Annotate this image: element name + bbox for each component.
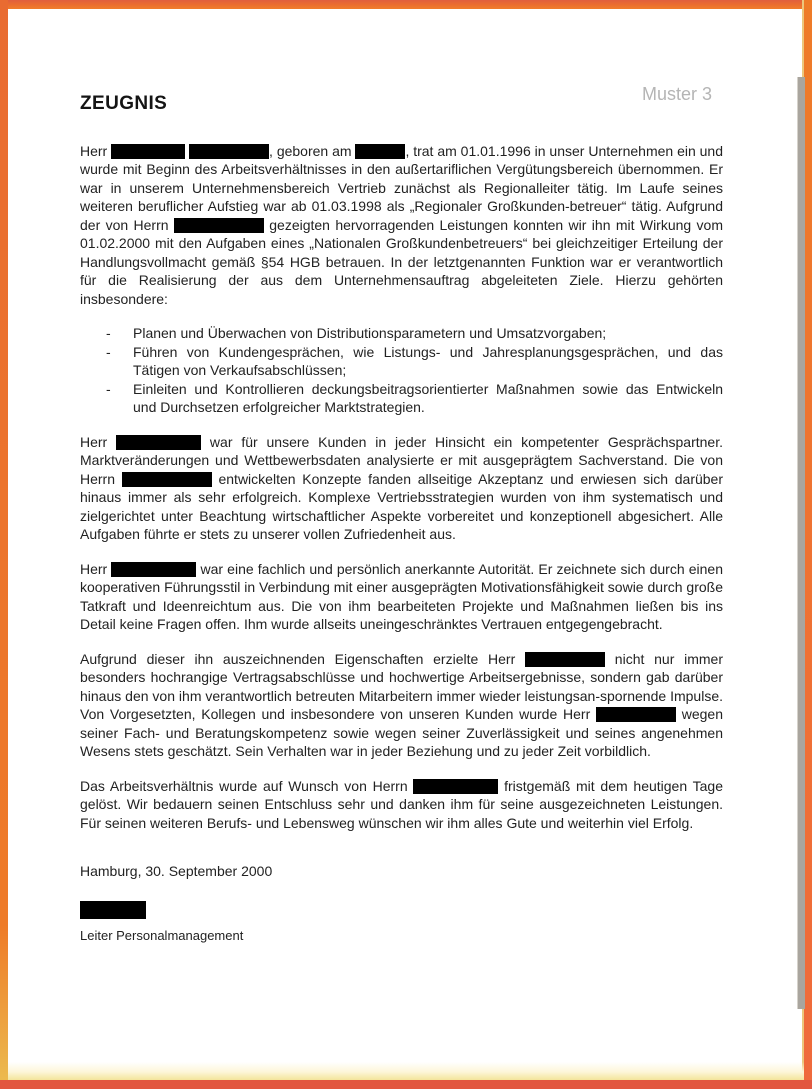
watermark: Muster 3 xyxy=(641,84,712,104)
redaction-bar xyxy=(174,218,264,233)
frame-border-left xyxy=(0,0,8,1089)
paragraph: Herr , geboren am , trat am 01.01.1996 in unser Unternehmen ein und wurde mit Beginn des Arbeitsverhältnisses in den außertariflichen Vergütungsbereich übernommen. Er war in unserem Unternehmensbereich Vertrieb zunächst als Regionalleiter tätig. Im Laufe seines weiteren beruflicher Aufstieg war ab 01.03.1998 als „Regionaler Großkunden-betreuer“ tätig. Aufgrund der von Herrn gezeigten hervorragenden Leistungen konnten wir ihn mit Wirkung vom 01.02.2000 mit den Aufgaben eines „Nationalen Großkundenbetreuers“ bei gleichzeitiger Erteilung der Handlungsvollmacht gemäß §54 HGB betrauen. In der letztgenannten Funktion war er verantwortlich für die Realisierung der aus dem Unternehmensauftrag abgeleiteten Ziele. Hierzu gehörten insbesondere: xyxy=(80,142,724,307)
duty-item-text: Planen und Überwachen von Distributionsparametern und Umsatzvorgaben; xyxy=(133,325,607,341)
redaction-bar xyxy=(122,472,212,487)
duties-list xyxy=(80,324,723,417)
redaction-bar xyxy=(355,144,405,159)
list-marker-icon: - xyxy=(106,380,111,397)
redaction-bar xyxy=(111,562,196,577)
paragraph: Herr war für unsere Kunden in jeder Hinsicht ein kompetenter Gesprächspartner. Marktveränderungen und Wettbewerbsdaten analysierte er mit ausgeprägtem Sachverstand. Die von Herrn entwickelten Konzepte fanden allseitige Akzeptanz und erwiesen sich darüber hinaus immer als sehr erfolgreich. Komplexe Vertriebsstrategien wurden von ihm systematisch und zielgerichtet unter Beachtung wirtschaftlicher Aspekte vorbereitet und konzeptionell abgesichert. Alle Aufgaben führte er stets zu unserer vollen Zufriedenheit aus. xyxy=(80,433,723,542)
duty-item-text: Einleiten und Kontrollieren deckungsbeitragsorientierter Maßnahmen sowie das Entwickeln und Durchsetzen erfolgreicher Marktstrategien. xyxy=(133,380,723,415)
place-date-line: Hamburg, 30. September 2000 xyxy=(80,863,273,879)
redaction-bar xyxy=(596,707,676,722)
page-title: ZEUGNIS xyxy=(80,93,168,114)
duty-item xyxy=(80,324,723,343)
paragraph: Das Arbeitsverhältnis wurde auf Wunsch von Herrn fristgemäß mit dem heutigen Tage gelöst. Wir bedauern seinen Entschluss sehr und danken ihm für seine ausgezeichneten Leistungen. Für seinen weiteren Berufs- und Lebensweg wünschen wir ihm alles Gute und weiterhin viel Erfolg. xyxy=(80,777,723,831)
paragraph: Aufgrund dieser ihn auszeichnenden Eigenschaften erzielte Herr nicht nur immer besonders hochrangige Vertragsabschlüsse und hochwertige Arbeitsergebnisse, sondern gab darüber hinaus den von ihm verantwortlich betreuten Mitarbeitern immer wieder leistungsan-spornende Impulse. Von Vorgesetzten, Kollegen und insbesondere von unseren Kunden wurde Herr wegen seiner Fach- und Beratungskompetenz sowie wegen seiner Zuverlässigkeit und seines angenehmen Wesens stets geschätzt. Sein Verhalten war in jeder Beziehung und zu jeder Zeit vorbildlich. xyxy=(80,650,724,759)
paragraph: Herr war eine fachlich und persönlich anerkannte Autorität. Er zeichnete sich durch einen kooperativen Führungsstil in Verbindung mit einer ausgeprägten Motivationsfähigkeit sowie durch große Tatkraft und Ideenreichtum aus. Die von ihm bearbeiteten Projekte und Maßnahmen ließen bis ins Detail keine Fragen offen. Ihm wurde allseits uneingeschränktes Vertrauen entgegengebracht. xyxy=(80,560,723,632)
list-marker-icon: - xyxy=(106,325,111,341)
redaction-bar xyxy=(189,144,269,159)
duty-item xyxy=(80,380,723,417)
frame-bottom-glow xyxy=(8,1062,804,1080)
frame-border-bottom xyxy=(0,1080,812,1089)
letter-body xyxy=(80,142,723,833)
page-shadow-bar xyxy=(797,77,805,1009)
frame-border-top xyxy=(0,0,812,9)
letter-content xyxy=(80,95,723,945)
duty-item xyxy=(80,343,723,380)
duty-item-text: Führen von Kundengesprächen, wie Listungs- und Jahresplanungsgesprächen, und das Tätigen von Verkaufsabschlüssen; xyxy=(133,343,723,378)
redaction-bar xyxy=(525,652,605,667)
signature-redaction-bar xyxy=(80,901,146,919)
redaction-bar xyxy=(413,779,498,794)
list-marker-icon: - xyxy=(106,343,111,360)
signer-role: Leiter Personalmanagement xyxy=(80,927,244,943)
redaction-bar xyxy=(116,435,201,450)
redaction-bar xyxy=(111,144,185,159)
